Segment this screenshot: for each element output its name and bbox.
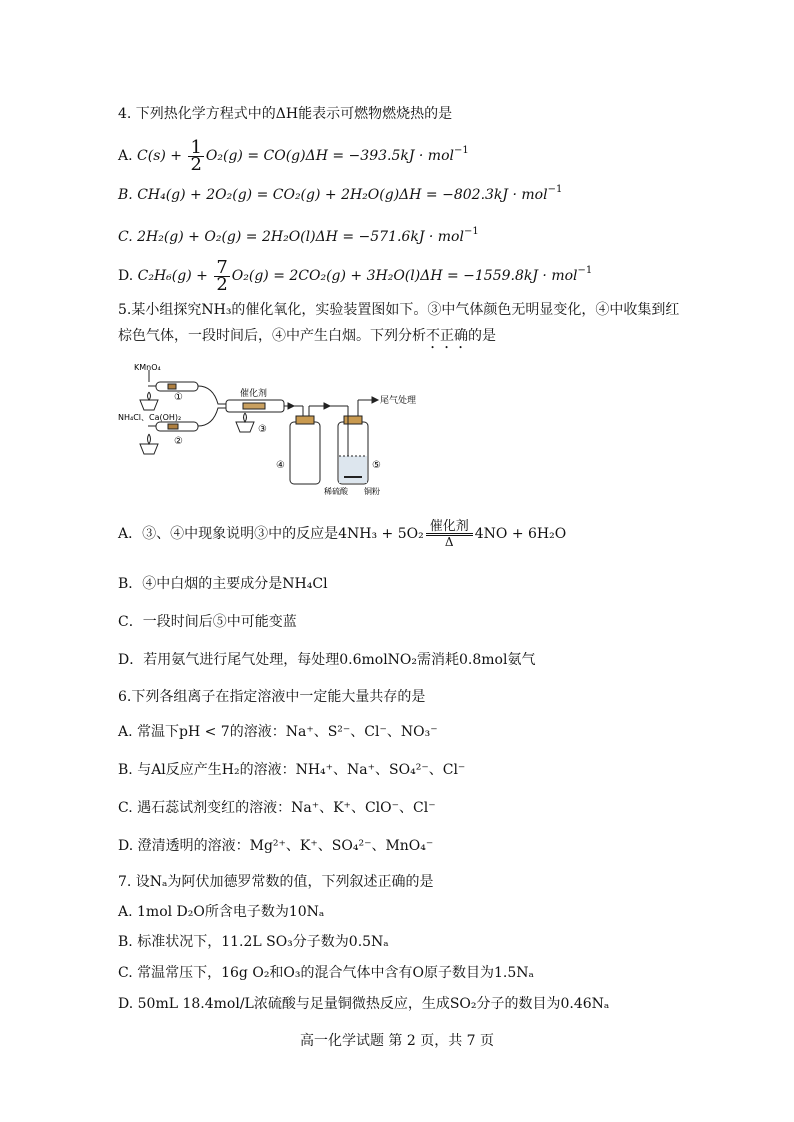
q4-stem: 4. 下列热化学方程式中的ΔH能表示可燃物燃烧热的是: [118, 106, 453, 122]
q4-option-d: [118, 250, 593, 295]
q7-option-a: A. 1mol D₂O所含电子数为10Nₐ: [118, 904, 325, 920]
q4-a-eq-left: C(s) +: [137, 148, 187, 164]
q4-d-exp: −1: [577, 265, 593, 276]
q6-option-c: C. 遇石蕊试剂变红的溶液：Na⁺、K⁺、ClO⁻、Cl⁻: [118, 800, 436, 816]
q4-d-frac-den: 2: [216, 273, 228, 295]
q5-option-c: C．一段时间后⑤中可能变蓝: [118, 614, 297, 630]
q5-a-text: A．③、④中现象说明③中的反应是4NH₃ + 5O₂: [118, 526, 424, 542]
bottle-4-stopper: [296, 416, 314, 424]
label-kmno4: KMnO₄: [134, 363, 161, 372]
q4-a-frac-num: 1: [190, 136, 202, 158]
page-footer: 高一化学试题 第 2 页，共 7 页: [299, 1033, 495, 1049]
q5-stem2-b: 的是: [468, 328, 496, 344]
q4-a-eq-right: O₂(g) = CO(g)ΔH = −393.5kJ · mol: [205, 148, 454, 164]
label-3: ③: [258, 424, 267, 435]
q7-option-d: D. 50mL 18.4mol/L浓硫酸与足量铜微热反应，生成SO₂分子的数目为0.46Nₐ: [118, 996, 610, 1012]
q4-d-label: D.: [118, 268, 134, 284]
q5-option-d: D．若用氨气进行尾气处理，每处理0.6molNO₂需消耗0.8mol氨气: [118, 652, 536, 668]
flow-arrow-2-icon: [324, 403, 330, 409]
bottle-5-stopper: [344, 416, 362, 424]
flow-arrow-3-icon: [372, 397, 378, 403]
q5-stem-line2: [118, 326, 496, 352]
label-catalyst: 催化剂: [240, 389, 268, 399]
bottle-4: [290, 422, 320, 484]
q5-a-condition: [426, 520, 473, 549]
test-tube-1: [156, 382, 198, 391]
connector-top: [198, 386, 226, 404]
q4-c-text: C. 2H₂(g) + O₂(g) = 2H₂O(l)ΔH = −571.6kJ · mol: [118, 229, 464, 245]
q4-b-text: B. CH₄(g) + 2O₂(g) = CO₂(g) + 2H₂O(g)ΔH = −802.3kJ · mol: [118, 187, 548, 203]
q5-option-a: [118, 516, 566, 552]
burner-3-icon: [236, 422, 254, 432]
label-4: ④: [276, 460, 285, 471]
q4-a-label: A.: [118, 148, 133, 164]
q4-c-exp: −1: [463, 226, 479, 237]
nh4cl-sample: [168, 424, 178, 429]
q6-option-b: B. 与Al反应产生H₂的溶液：NH₄⁺、Na⁺、SO₄²⁻、Cl⁻: [118, 762, 466, 778]
q5-a-under: Δ: [444, 534, 454, 549]
q4-option-a: [118, 131, 469, 175]
label-cu: 铜粉: [364, 487, 380, 496]
q4-option-c: [118, 222, 479, 247]
q4-a-exp: −1: [454, 145, 469, 156]
q4-option-b: [118, 180, 562, 205]
q5-stem2-a: 棕色气体，一段时间后，④中产生白烟。下列分析: [118, 328, 426, 344]
q7-option-b: B. 标准状况下，11.2L SO₃分子数为0.5Nₐ: [118, 934, 389, 950]
acid-liquid: [339, 456, 367, 483]
burner-1-icon: [140, 400, 158, 410]
catalyst-sample: [243, 403, 265, 409]
q5-option-b: B．④中白烟的主要成分是NH₄Cl: [118, 576, 328, 592]
label-nh4cl: NH₄Cl、Ca(OH)₂: [118, 413, 182, 422]
q5-stem2-emphasis: 不正确: [426, 328, 468, 344]
kmno4-sample: [168, 384, 176, 389]
label-2: ②: [174, 436, 183, 447]
q5-a-tail: 4NO + 6H₂O: [474, 526, 567, 542]
q6-option-d: D. 澄清透明的溶液：Mg²⁺、K⁺、SO₄²⁻、MnO₄⁻: [118, 838, 434, 854]
q6-option-a: A. 常温下pH < 7的溶液：Na⁺、S²⁻、Cl⁻、NO₃⁻: [118, 724, 438, 740]
flame-3-icon: [244, 413, 247, 422]
label-5: ⑤: [372, 460, 381, 471]
q4-d-frac-num: 7: [216, 256, 228, 278]
q5-a-over: 催化剂: [426, 520, 473, 536]
q4-a-frac-den: 2: [190, 153, 202, 175]
label-tail: 尾气处理: [380, 396, 417, 406]
q4-b-exp: −1: [547, 184, 563, 195]
flow-arrow-1-icon: [288, 403, 294, 409]
q7-option-c: C. 常温常压下，16g O₂和O₃的混合气体中含有O原子数目为1.5Nₐ: [118, 965, 534, 981]
label-1: ①: [174, 392, 183, 403]
label-acid: 稀硫酸: [324, 487, 348, 496]
q4-d-eq-right: O₂(g) = 2CO₂(g) + 3H₂O(l)ΔH = −1559.8kJ · mol: [231, 268, 578, 284]
connector-bottom: [198, 408, 226, 426]
q4-d-eq-left: C₂H₆(g) +: [137, 268, 213, 284]
q4-a-fraction: [188, 136, 203, 175]
q7-stem: 7. 设Nₐ为阿伏加德罗常数的值，下列叙述正确的是: [118, 874, 434, 890]
q4-d-fraction: [214, 256, 229, 295]
q5-stem-line1: 5.某小组探究NH₃的催化氧化，实验装置图如下。③中气体颜色无明显变化，④中收集到红: [118, 302, 680, 318]
burner-2-icon: [140, 444, 158, 454]
apparatus-diagram: [118, 360, 418, 500]
flame-1-icon: [148, 392, 151, 400]
q6-stem: 6.下列各组离子在指定溶液中一定能大量共存的是: [118, 689, 426, 705]
flame-2-icon: [148, 434, 151, 444]
